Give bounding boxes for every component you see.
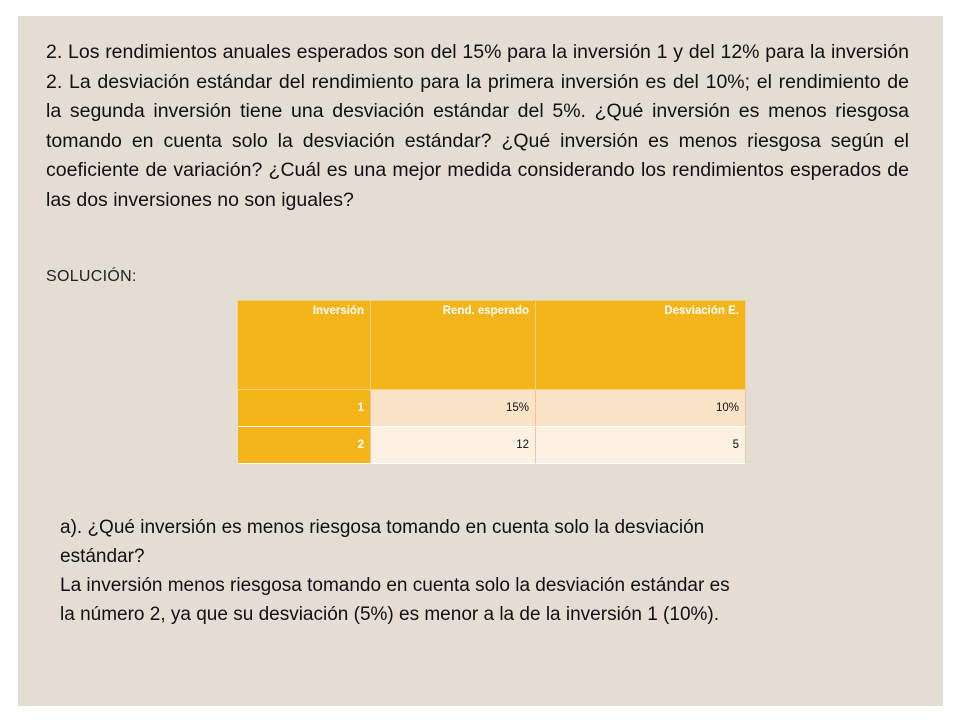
solution-heading: SOLUCIÓN: <box>46 268 137 285</box>
answer-question-line: estándar? <box>60 546 145 567</box>
answer-question-line: a). ¿Qué inversión es menos riesgosa tomando en cuenta solo la desviación <box>60 517 705 538</box>
table-row <box>238 390 746 427</box>
answer-block <box>60 513 900 629</box>
header-desviacion: Desviación E. <box>536 301 746 390</box>
answer-response-line: la número 2, ya que su desviación (5%) es menor a la de la inversión 1 (10%). <box>60 604 720 625</box>
cell-rend-esperado: 15% <box>371 390 536 427</box>
cell-desviacion: 10% <box>536 390 746 427</box>
problem-statement: 2. Los rendimientos anuales esperados son del 15% para la inversión 1 y del 12% para la inversión 2. La desviación estándar del rendimiento para la primera inversión es del 10%; el rendimiento de la segunda inversión tiene una desviación estándar del 5%. ¿Qué inversión es menos riesgosa tomando en cuenta solo la desviación estándar? ¿Qué inversión es menos riesgosa según el coeficiente de variación? ¿Cuál es una mejor medida considerando los rendimientos esperados de las dos inversiones no son iguales? <box>46 41 909 211</box>
cell-desviacion: 5 <box>536 427 746 464</box>
answer-response-line: La inversión menos riesgosa tomando en cuenta solo la desviación estándar es <box>60 575 730 596</box>
investment-table <box>237 300 746 464</box>
cell-inversion: 2 <box>238 427 371 464</box>
cell-inversion: 1 <box>238 390 371 427</box>
cell-rend-esperado: 12 <box>371 427 536 464</box>
table-header-row <box>238 301 746 390</box>
header-inversion: Inversión <box>238 301 371 390</box>
table-row <box>238 427 746 464</box>
slide <box>18 16 943 706</box>
header-rend-esperado: Rend. esperado <box>371 301 536 390</box>
